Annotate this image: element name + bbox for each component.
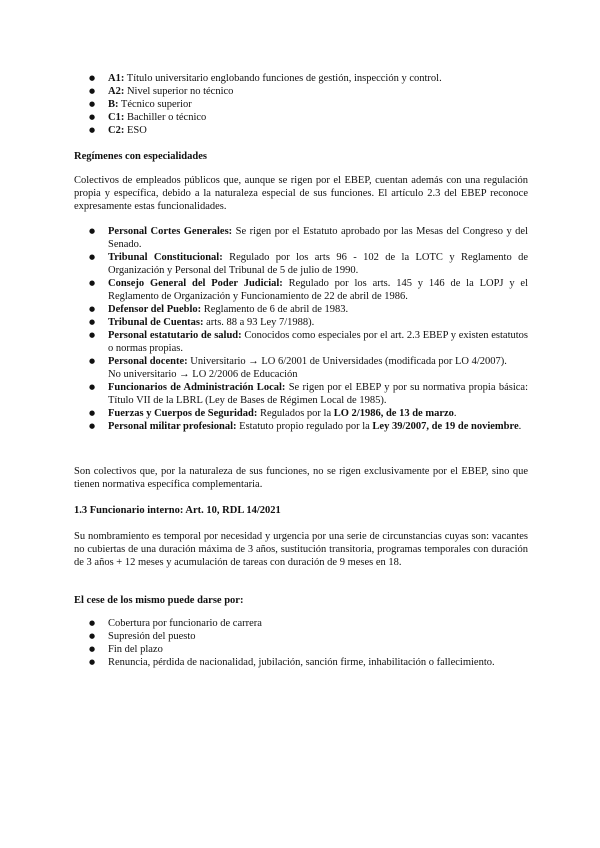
list-item xyxy=(74,277,528,303)
level-code: A2: xyxy=(108,86,125,97)
regimes-list-container xyxy=(74,225,528,433)
list-item xyxy=(74,85,528,98)
item-title: Fuerzas y Cuerpos de Seguridad: xyxy=(108,408,258,419)
levels-section xyxy=(74,72,528,137)
level-text: Título universitario englobando funciones de gestión, inspección y control. xyxy=(124,73,442,84)
item-text: . xyxy=(453,408,457,419)
item-text: Se rigen por el Estatuto aprobado por las Mesas del Congreso y del Senado. xyxy=(108,226,528,250)
list-item xyxy=(74,316,528,329)
list-item xyxy=(74,381,528,407)
level-code: B: xyxy=(108,99,119,110)
level-code: C2: xyxy=(108,125,125,136)
list-item xyxy=(74,355,528,368)
section-heading: Regímenes con especialidades xyxy=(74,151,207,162)
item-text: . xyxy=(518,421,522,432)
level-text: Nivel superior no técnico xyxy=(124,86,234,97)
law-reference: Ley 39/2007, de 19 de noviembre xyxy=(372,421,519,432)
list-item xyxy=(74,251,528,277)
item-title: Consejo General del Poder Judicial: xyxy=(108,278,283,289)
list-item xyxy=(74,303,528,316)
levels-list xyxy=(74,72,528,137)
item-text: No universitario → LO 2/2006 de Educación xyxy=(108,369,298,380)
list-item xyxy=(74,329,528,355)
regimes-intro: Colectivos de empleados públicos que, aunque se rigen por el EBEP, cuentan además con una regulación propia y específica, debido a la naturaleza especial de sus funciones. El artículo 2.3 del EBEP reconoce expresamente estas funcionalidades. xyxy=(74,175,528,212)
list-item: ● Cobertura por funcionario de carrera xyxy=(74,617,528,630)
item-title: Defensor del Pueblo: xyxy=(108,304,202,315)
item-text: Regulados por la xyxy=(257,408,334,419)
list-item-continuation xyxy=(74,368,528,381)
list-item: ● Fin del plazo xyxy=(74,643,528,656)
item-text: Conocidos como especiales por el art. 2.3 EBEP y existen estatutos o normas propias. xyxy=(108,330,528,354)
law-reference: LO 2/1986, de 13 de marzo xyxy=(333,408,454,419)
item-text: Universitario → LO 6/2001 de Universidades (modificada por LO 4/2007). xyxy=(187,356,507,367)
item-text: Se rigen por el EBEP y por su normativa propia básica: Título VII de la LBRL (Ley de Bases de Régimen Local de 1985). xyxy=(108,382,528,406)
cese-section xyxy=(74,594,528,607)
cese-list-container xyxy=(74,617,528,669)
item-title: Personal militar profesional: xyxy=(108,421,237,432)
list-item: ● Supresión del puesto xyxy=(74,630,528,643)
item-title: Funcionarios de Administración Local: xyxy=(108,382,286,393)
item-title: Personal estatutario de salud: xyxy=(108,330,242,341)
level-code: C1: xyxy=(108,112,125,123)
item-title: Tribunal Constitucional: xyxy=(108,252,223,263)
section-heading: El cese de los mismo puede darse por: xyxy=(74,595,244,606)
list-item xyxy=(74,225,528,251)
level-text: Bachiller o técnico xyxy=(124,112,207,123)
item-text: arts. 88 a 93 Ley 7/1988). xyxy=(203,317,315,328)
list-item xyxy=(74,98,528,111)
list-item xyxy=(74,420,528,433)
level-text: ESO xyxy=(124,125,147,136)
level-code: A1: xyxy=(108,73,125,84)
cese-list xyxy=(74,617,528,669)
item-text: Estatuto propio regulado por la xyxy=(236,421,373,432)
item-text: Reglamento de 6 de abril de 1983. xyxy=(201,304,349,315)
regimes-closing: Son colectivos que, por la naturaleza de sus funciones, no se rigen exclusivamente por el EBEP, sino que tienen normativa específica complementaria. xyxy=(74,466,528,490)
list-item: ● Renuncia, pérdida de nacionalidad, jubilación, sanción firme, inhabilitación o fallecimiento. xyxy=(74,656,528,669)
list-item xyxy=(74,111,528,124)
list-item xyxy=(74,407,528,420)
level-text: Técnico superior xyxy=(118,99,192,110)
item-title: Tribunal de Cuentas: xyxy=(108,317,204,328)
interino-text: Su nombramiento es temporal por necesidad y urgencia por una serie de circunstancias cuyas son: vacantes no cubiertas de una duración máxima de 3 años, sustitución transitoria, programas temporales con duración de 3 años + 12 meses y acumulación de tareas con duración de 9 meses en 18. xyxy=(74,531,528,568)
list-item xyxy=(74,72,528,85)
item-text: Regulado por los arts. 145 y 146 de la LOPJ y el Reglamento de Organización y Funcionamiento de 22 de abril de 1986. xyxy=(108,278,528,302)
item-title: Personal docente: xyxy=(108,356,188,367)
interino-section xyxy=(74,504,528,517)
section-heading: 1.3 Funcionario interno: Art. 10, RDL 14/2021 xyxy=(74,505,281,516)
item-text: Regulado por los arts 96 - 102 de la LOTC y Reglamento de Organización y Personal del Tribunal de 5 de julio de 1990. xyxy=(108,252,528,276)
regimes-section xyxy=(74,150,528,163)
item-title: Personal Cortes Generales: xyxy=(108,226,233,237)
regimes-list xyxy=(74,225,528,433)
list-item xyxy=(74,124,528,137)
